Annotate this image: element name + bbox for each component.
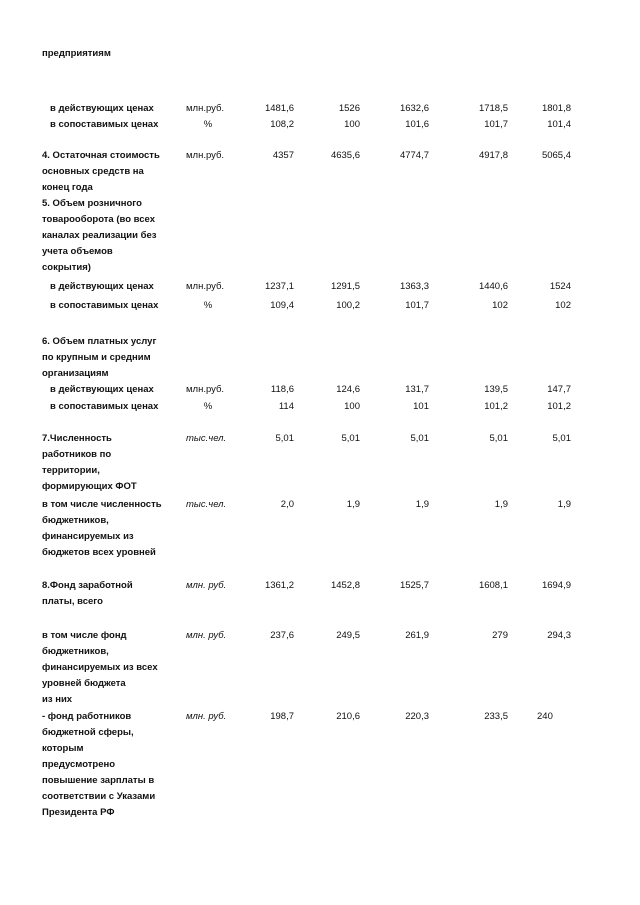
row-title-line: бюджетников, <box>42 515 109 526</box>
value-cell: 101,7 <box>484 119 508 130</box>
value-cell: 233,5 <box>484 711 508 722</box>
value-cell: 5,01 <box>275 433 294 444</box>
value-cell: 5,01 <box>410 433 429 444</box>
row-label: в сопоставимых ценах <box>50 401 159 412</box>
value-cell: 5,01 <box>489 433 508 444</box>
row-title-line: 4. Остаточная стоимость <box>42 150 160 161</box>
value-cell: 1525,7 <box>399 580 429 591</box>
value-cell: 139,5 <box>484 384 508 395</box>
value-cell: 100 <box>344 401 360 412</box>
value-cell: 101 <box>413 401 429 412</box>
row-title-line: платы, всего <box>42 596 103 607</box>
row-title-line: из них <box>42 694 73 705</box>
row-title-line: - фонд работников <box>42 711 132 722</box>
value-cell: 131,7 <box>405 384 429 395</box>
row-title-line: бюджетной сферы, <box>42 727 134 738</box>
row-title-line: уровней бюджета <box>42 678 126 689</box>
value-cell: 249,5 <box>336 630 360 641</box>
row-title-line: по крупным и средним <box>42 352 151 363</box>
row-title-line: основных средств на <box>42 166 144 177</box>
value-cell: 108,2 <box>270 119 294 130</box>
row-unit: млн. руб. <box>186 711 227 722</box>
value-cell: 101,4 <box>547 119 571 130</box>
value-cell: 1608,1 <box>478 580 508 591</box>
row-unit: % <box>203 300 213 311</box>
value-cell: 100 <box>344 119 360 130</box>
value-cell: 1,9 <box>494 499 508 510</box>
row-unit: млн. руб. <box>186 580 227 591</box>
value-cell: 220,3 <box>405 711 429 722</box>
row-unit: тыс.чел. <box>186 499 227 510</box>
value-cell: 109,4 <box>270 300 294 311</box>
value-cell: 1237,1 <box>264 281 294 292</box>
row-title-line: территории, <box>42 465 100 476</box>
row-unit: млн.руб. <box>186 150 225 161</box>
value-cell: 5,01 <box>341 433 360 444</box>
row-title-line: 7.Численность <box>42 433 112 444</box>
value-cell: 294,3 <box>547 630 571 641</box>
value-cell: 1801,8 <box>541 103 571 114</box>
value-cell: 240 <box>537 711 553 722</box>
row-title-line: которым <box>42 743 84 754</box>
value-cell: 101,2 <box>484 401 508 412</box>
row-title-line: товарооборота (во всех <box>42 214 156 225</box>
row-unit: % <box>203 401 213 412</box>
value-cell: 1361,2 <box>264 580 294 591</box>
value-cell: 279 <box>492 630 508 641</box>
value-cell: 1,9 <box>346 499 360 510</box>
row-unit: млн.руб. <box>186 281 225 292</box>
value-cell: 118,6 <box>270 384 294 395</box>
value-cell: 1291,5 <box>330 281 360 292</box>
row-title-line: предусмотрено <box>42 759 116 770</box>
value-cell: 1481,6 <box>264 103 294 114</box>
value-cell: 4357 <box>272 150 294 161</box>
row-title-line: в том числе численность <box>42 499 162 510</box>
value-cell: 5,01 <box>552 433 571 444</box>
row-label: в действующих ценах <box>50 384 154 395</box>
row-label: в действующих ценах <box>50 281 154 292</box>
value-cell: 1,9 <box>557 499 571 510</box>
value-cell: 101,7 <box>405 300 429 311</box>
header-text: предприятиям <box>42 48 111 59</box>
value-cell: 1632,6 <box>399 103 429 114</box>
value-cell: 4635,6 <box>330 150 360 161</box>
value-cell: 198,7 <box>270 711 294 722</box>
row-label: в сопоставимых ценах <box>50 119 159 130</box>
value-cell: 102 <box>492 300 508 311</box>
row-title-line: 5. Объем розничного <box>42 198 142 209</box>
row-title-line: финансируемых из всех <box>42 662 158 673</box>
row-title-line: работников по <box>42 449 112 460</box>
row-label: в действующих ценах <box>50 103 154 114</box>
row-title-line: Президента РФ <box>42 807 115 818</box>
value-cell: 1694,9 <box>541 580 571 591</box>
value-cell: 5065,4 <box>541 150 571 161</box>
value-cell: 261,9 <box>405 630 429 641</box>
row-title-line: организациям <box>42 368 109 379</box>
value-cell: 1,9 <box>415 499 429 510</box>
row-label: в сопоставимых ценах <box>50 300 159 311</box>
row-title-line: в том числе фонд <box>42 630 127 641</box>
value-cell: 4774,7 <box>399 150 429 161</box>
row-title-line: повышение зарплаты в <box>42 775 155 786</box>
value-cell: 1524 <box>549 281 571 292</box>
value-cell: 102 <box>555 300 571 311</box>
row-title-line: 6. Объем платных услуг <box>42 336 157 347</box>
row-unit: млн.руб. <box>186 384 225 395</box>
value-cell: 4917,8 <box>478 150 508 161</box>
row-title-line: 8.Фонд заработной <box>42 580 133 591</box>
value-cell: 147,7 <box>547 384 571 395</box>
row-unit: млн.руб. <box>186 103 225 114</box>
value-cell: 114 <box>278 401 294 412</box>
row-title-line: каналах реализации без <box>42 230 157 241</box>
row-title-line: соответствии с Указами <box>42 791 156 802</box>
value-cell: 1452,8 <box>330 580 360 591</box>
row-unit: тыс.чел. <box>186 433 227 444</box>
row-title-line: учета объемов <box>42 246 113 257</box>
value-cell: 101,2 <box>547 401 571 412</box>
row-title-line: бюджетов всех уровней <box>42 547 156 558</box>
row-title-line: сокрытия) <box>42 262 91 273</box>
value-cell: 237,6 <box>270 630 294 641</box>
row-title-line: бюджетников, <box>42 646 109 657</box>
value-cell: 1526 <box>338 103 360 114</box>
value-cell: 1363,3 <box>399 281 429 292</box>
row-title-line: конец года <box>42 182 93 193</box>
value-cell: 124,6 <box>336 384 360 395</box>
value-cell: 1440,6 <box>478 281 508 292</box>
value-cell: 2,0 <box>280 499 294 510</box>
value-cell: 210,6 <box>336 711 360 722</box>
value-cell: 101,6 <box>405 119 429 130</box>
row-unit: % <box>203 119 213 130</box>
row-title-line: финансируемых из <box>42 531 134 542</box>
value-cell: 1718,5 <box>478 103 508 114</box>
row-unit: млн. руб. <box>186 630 227 641</box>
value-cell: 100,2 <box>336 300 360 311</box>
row-title-line: формирующих ФОТ <box>42 481 137 492</box>
